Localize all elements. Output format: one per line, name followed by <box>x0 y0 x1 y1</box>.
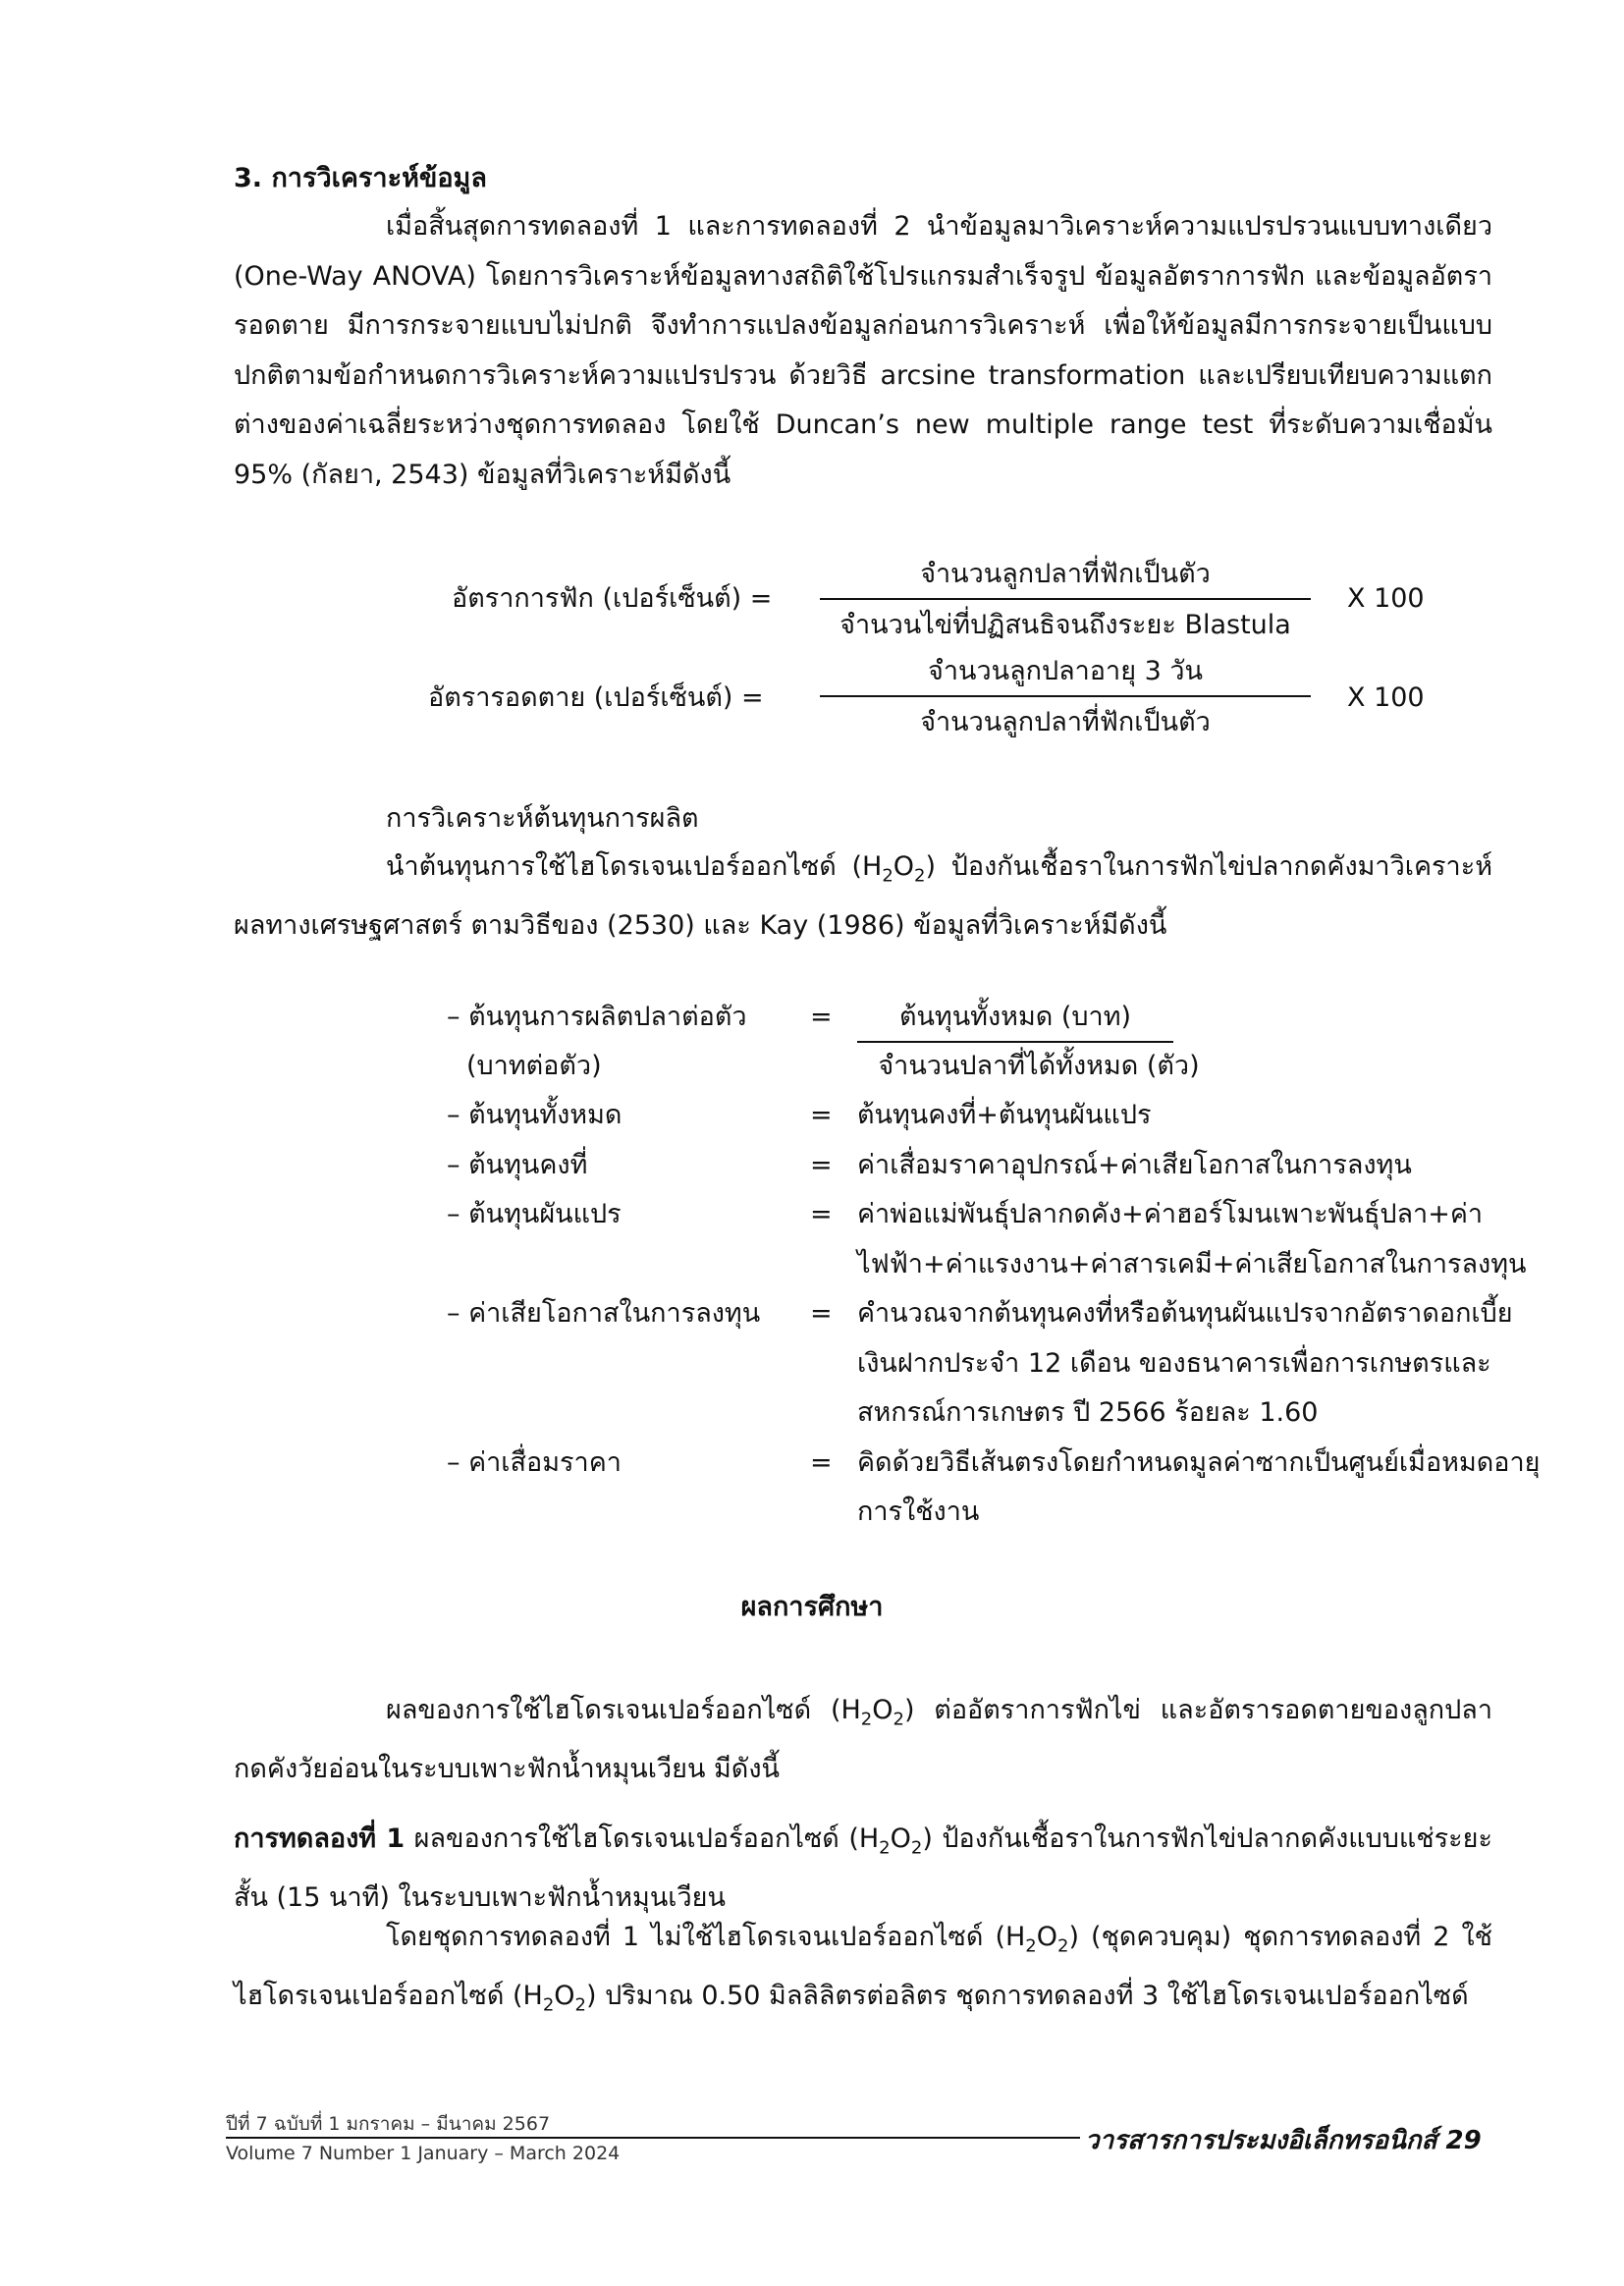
cost-item-equals: = <box>810 1446 833 1478</box>
cost-item-label: – ค่าเสื่อมราคา <box>447 1446 622 1478</box>
unit-cost-equals: = <box>810 1002 833 1032</box>
cost-item-equals: = <box>810 1149 833 1180</box>
hatch-fraction-bar <box>820 598 1311 600</box>
footer-rule <box>226 2137 1080 2139</box>
analysis-paragraph: เมื่อสิ้นสุดการทดลองที่ 1 และการทดลองที่ 2 นำข้อมูลมาวิเคราะห์ความแปรปรวนแบบทางเดียว (One-Way ANOVA) โดยการวิเคราะห์ข้อมูลทางสถิติใช้โปรแกรมสำเร็จรูป ข้อมูลอัตราการฟัก และข้อมูลอัตรารอดตาย มีการกระจายแบบไม่ปกติ จึงทำการแปลงข้อมูลก่อนการวิเคราะห์ เพื่อให้ข้อมูลมีการกระจายเป็นแบบปกติตามข้อกำหนดการวิเคราะห์ความแปรปรวน ด้วยวิธี arcsine transformation และเปรียบเทียบความแตกต่างของค่าเฉลี่ยระหว่างชุดการทดลอง โดยใช้ Duncan’s new multiple range test ที่ระดับความเชื่อมั่น 95% (กัลยา, 2543) ข้อมูลที่วิเคราะห์มีดังนี้ <box>234 211 1492 490</box>
hatch-formula-label: อัตราการฟัก (เปอร์เซ็นต์) = <box>452 583 773 614</box>
unit-cost-numerator: ต้นทุนทั้งหมด (บาท) <box>898 1002 1132 1032</box>
cost-paragraph: นำต้นทุนการใช้ไฮโดรเจนเปอร์ออกไซด์ $(H_2O_2)$ ป้องกันเชื้อราในการฟักไข่ปลากดคังมาวิเคราะห์ผลทางเศรษฐศาสตร์ ตามวิธีของ (2530) และ Kay (1986) ข้อมูลที่วิเคราะห์มีดังนี้ <box>234 851 1492 941</box>
unit-cost-label: – ต้นทุนการผลิตปลาต่อตัว <box>447 1002 747 1032</box>
cost-item-definition-line: ค่าพ่อแม่พันธุ์ปลากดคัง+ค่าฮอร์โมนเพาะพันธุ์ปลา+ค่า <box>857 1199 1484 1229</box>
section-heading: 3. การวิเคราะห์ข้อมูล <box>234 163 487 193</box>
survival-formula-label: อัตรารอดตาย (เปอร์เซ็นต์) = <box>428 682 764 713</box>
cost-item-label: – ค่าเสียโอกาสในการลงทุน <box>447 1298 761 1329</box>
cost-item-label: – ต้นทุนผันแปร <box>447 1199 622 1229</box>
cost-item-equals: = <box>810 1199 833 1229</box>
cost-item-equals: = <box>810 1298 833 1329</box>
hatch-formula-multiplier: X 100 <box>1347 583 1425 614</box>
cost-item-label: – ต้นทุนทั้งหมด <box>447 1100 623 1130</box>
footer-journal-title: วารสารการประมงอิเล็กทรอนิกส์ 29 <box>1085 2126 1482 2155</box>
cost-item-equals: = <box>810 1100 833 1130</box>
hatch-formula-denominator: จำนวนไข่ที่ปฏิสนธิจนถึงระยะ Blastula <box>839 610 1291 640</box>
survival-formula-denominator: จำนวนลูกปลาที่ฟักเป็นตัว <box>920 707 1211 737</box>
cost-item-definition-line: เงินฝากประจำ 12 เดือน ของธนาคารเพื่อการเกษตรและ <box>857 1347 1491 1379</box>
results-heading: ผลการศึกษา <box>740 1592 884 1622</box>
cost-item-definition-line: การใช้งาน <box>857 1497 980 1527</box>
results-intro: ผลของการใช้ไฮโดรเจนเปอร์ออกไซด์ $(H_2O_2)$ ต่ออัตราการฟักไข่ และอัตรารอดตายของลูกปลากดคังวัยอ่อนในระบบเพาะฟักน้ำหมุนเวียน มีดังนี้ <box>234 1695 1492 1784</box>
experiment-1-title: การทดลองที่ 1 ผลของการใช้ไฮโดรเจนเปอร์ออกไซด์ $(H_2O_2)$ ป้องกันเชื้อราในการฟักไข่ปลากดคังแบบแช่ระยะสั้น (15 นาที) ในระบบเพาะฟักน้ำหมุนเวียน <box>234 1823 1492 1913</box>
unit-cost-label-unit: (บาทต่อตัว) <box>466 1051 602 1081</box>
cost-item-definition-line: คิดด้วยวิธีเส้นตรงโดยกำหนดมูลค่าซากเป็นศูนย์เมื่อหมดอายุ <box>857 1446 1541 1478</box>
footer-issue-thai: ปีที่ 7 ฉบับที่ 1 มกราคม – มีนาคม 2567 <box>226 2113 551 2135</box>
cost-item-label: – ต้นทุนคงที่ <box>447 1149 588 1180</box>
cost-item-definition-line: ต้นทุนคงที่+ต้นทุนผันแปร <box>857 1100 1152 1130</box>
survival-formula-multiplier: X 100 <box>1347 682 1425 713</box>
footer-issue-english: Volume 7 Number 1 January – March 2024 <box>226 2143 621 2164</box>
unit-cost-denominator: จำนวนปลาที่ได้ทั้งหมด (ตัว) <box>878 1051 1200 1081</box>
cost-item-definition-line: ไฟฟ้า+ค่าแรงงาน+ค่าสารเคมี+ค่าเสียโอกาสในการลงทุน <box>857 1248 1527 1279</box>
page-number: 29 <box>1445 2126 1482 2155</box>
survival-fraction-bar <box>820 695 1311 697</box>
experiment-1-label: การทดลองที่ 1 <box>234 1823 406 1854</box>
experiment-1-paragraph: โดยชุดการทดลองที่ 1 ไม่ใช้ไฮโดรเจนเปอร์ออกไซด์ $(H_2O_2)$ (ชุดควบคุม) ชุดการทดลองที่ 2 ใช้ไฮโดรเจนเปอร์ออกไซด์ $(H_2O_2)$ ปริมาณ 0.50 มิลลิลิตรต่อลิตร ชุดการทดลองที่ 3 ใช้ไฮโดรเจนเปอร์ออกไซด์ <box>234 1922 1492 2016</box>
hatch-formula-numerator: จำนวนลูกปลาที่ฟักเป็นตัว <box>920 559 1211 589</box>
cost-item-definition-line: คำนวณจากต้นทุนคงที่หรือต้นทุนผันแปรจากอัตราดอกเบี้ย <box>857 1298 1513 1329</box>
cost-item-definition-line: ค่าเสื่อมราคาอุปกรณ์+ค่าเสียโอกาสในการลงทุน <box>857 1149 1412 1180</box>
cost-item-definition-line: สหกรณ์การเกษตร ปี 2566 ร้อยละ 1.60 <box>857 1397 1319 1428</box>
cost-subheading: การวิเคราะห์ต้นทุนการผลิต <box>386 803 699 834</box>
survival-formula-numerator: จำนวนลูกปลาอายุ 3 วัน <box>928 656 1203 686</box>
